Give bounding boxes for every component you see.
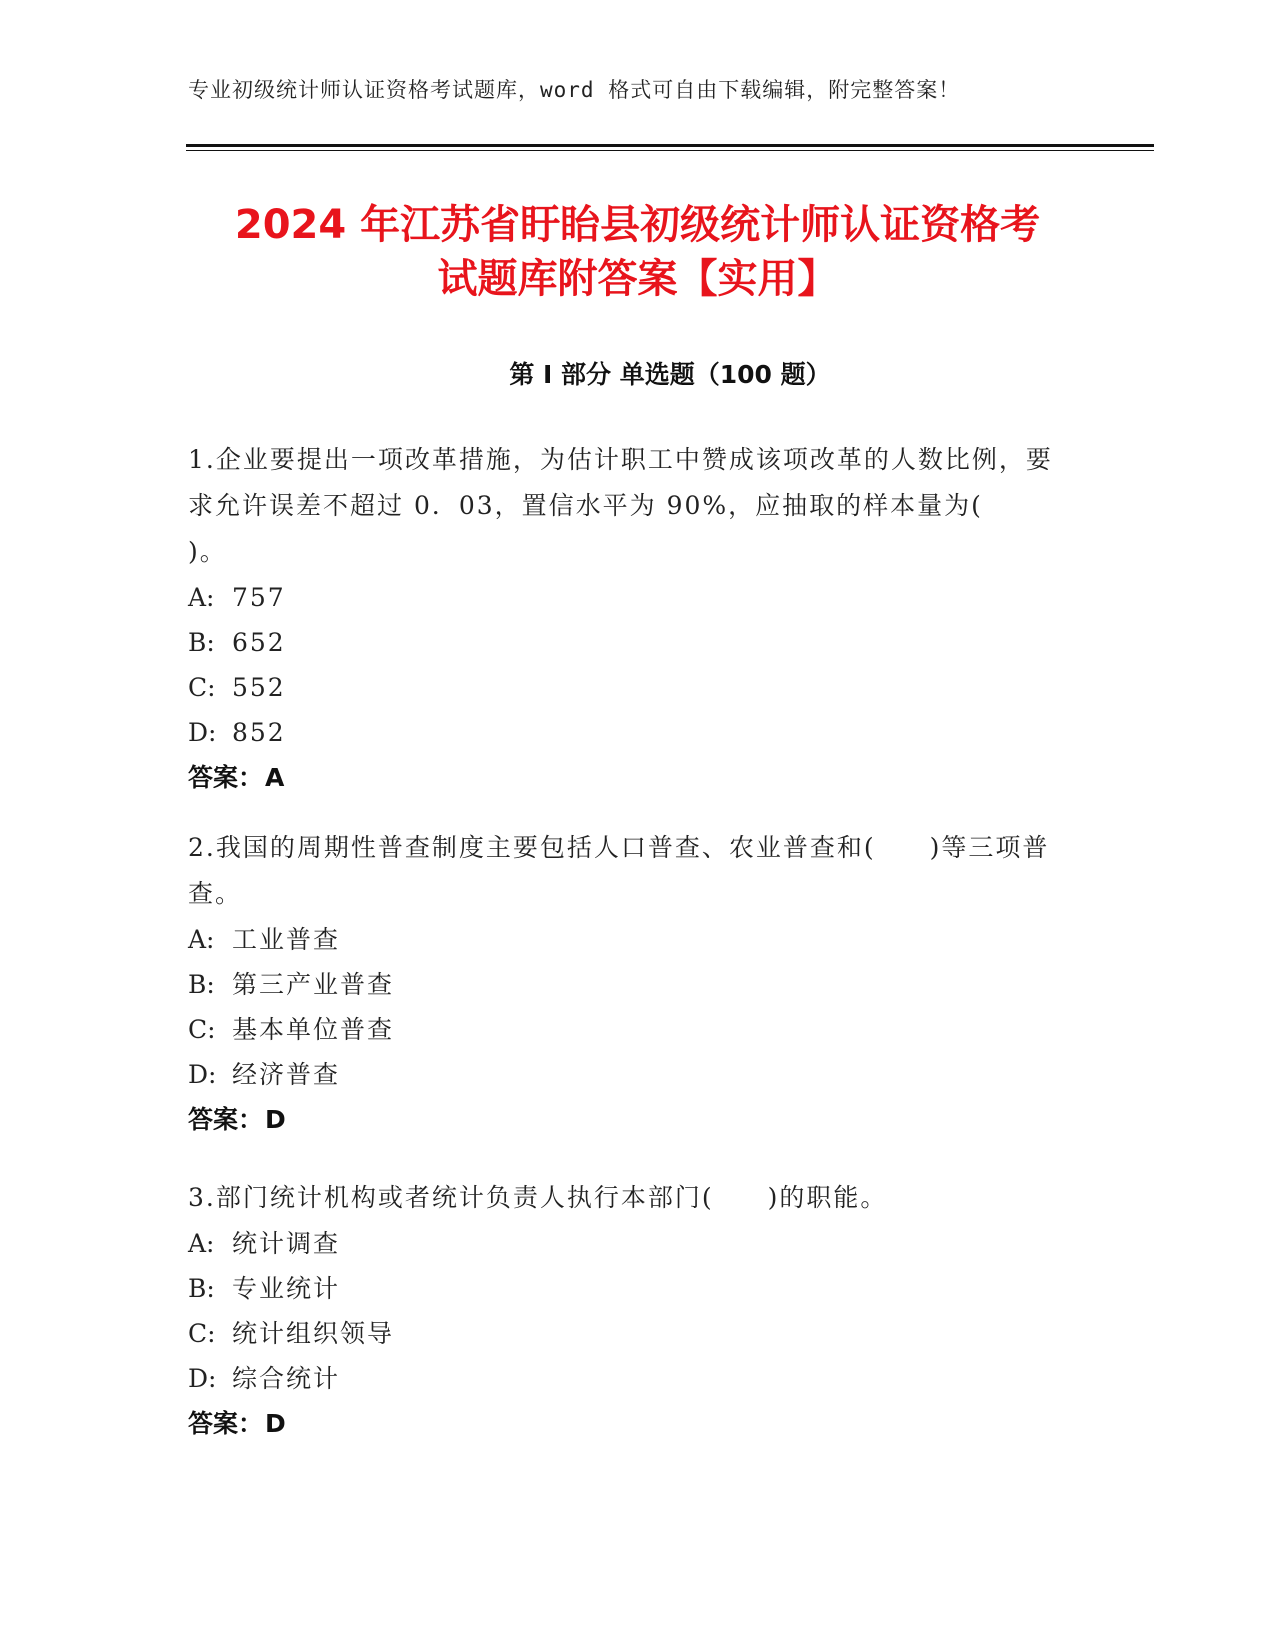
option-text: 统计调查: [232, 1229, 341, 1258]
option-text: 经济普查: [232, 1060, 341, 1089]
option-text: 852: [232, 718, 286, 747]
answer-line: [188, 1401, 1068, 1447]
option-key: A:: [188, 1229, 215, 1258]
header-rule-thin: [186, 150, 1154, 151]
option-text: 基本单位普查: [232, 1015, 395, 1044]
header-note: 专业初级统计师认证资格考试题库，word 格式可自由下载编辑，附完整答案！: [188, 78, 961, 102]
option-text: 第三产业普查: [232, 970, 395, 999]
answer-line: [188, 755, 1068, 801]
option-text: 专业统计: [232, 1274, 341, 1303]
option-c: [188, 1311, 1068, 1356]
header-rule-thick: [186, 144, 1154, 147]
question-stem: 2.我国的周期性普查制度主要包括人口普查、农业普查和( )等三项普查。: [188, 833, 1050, 908]
option-text: 757: [232, 583, 286, 612]
answer-line: [188, 1097, 1068, 1143]
option-text: 统计组织领导: [232, 1319, 395, 1348]
option-key: C:: [188, 673, 216, 702]
option-key: A:: [188, 583, 215, 612]
answer-label: 答案：: [188, 1105, 264, 1134]
question-stem: 3.部门统计机构或者统计负责人执行本部门( )的职能。: [188, 1183, 888, 1212]
option-b: [188, 1266, 1068, 1311]
option-key: C:: [188, 1319, 216, 1348]
option-key: B:: [188, 1274, 215, 1303]
question-stem: 1.企业要提出一项改革措施，为估计职工中赞成该项改革的人数比例，要求允许误差不超过 0．03，置信水平为 90%，应抽取的样本量为( )。: [188, 445, 1053, 566]
answer-value: A: [265, 763, 285, 792]
answer-label: 答案：: [188, 1409, 264, 1438]
question-1: [188, 437, 1068, 801]
option-d: [188, 1052, 1068, 1097]
document-title-line1: 2024 年江苏省盱眙县初级统计师认证资格考: [234, 202, 1041, 248]
option-text: 652: [232, 628, 286, 657]
option-d: [188, 1356, 1068, 1401]
question-3: [188, 1175, 1068, 1447]
document-title-line2: 试题库附答案【实用】: [437, 256, 838, 302]
option-key: A:: [188, 925, 215, 954]
option-key: B:: [188, 628, 215, 657]
option-key: C:: [188, 1015, 216, 1044]
option-d: [188, 710, 1068, 755]
option-c: [188, 1007, 1068, 1052]
answer-value: D: [265, 1409, 286, 1438]
option-b: [188, 620, 1068, 665]
section-heading: 第 I 部分 单选题（100 题）: [509, 360, 831, 389]
answer-value: D: [265, 1105, 286, 1134]
option-a: [188, 575, 1068, 620]
option-key: D:: [188, 1364, 217, 1393]
option-a: [188, 1221, 1068, 1266]
option-key: D:: [188, 1060, 217, 1089]
answer-label: 答案：: [188, 763, 264, 792]
option-text: 552: [232, 673, 286, 702]
option-text: 工业普查: [232, 925, 341, 954]
option-key: D:: [188, 718, 217, 747]
option-text: 综合统计: [232, 1364, 341, 1393]
option-a: [188, 917, 1068, 962]
document-title: [160, 198, 1115, 306]
option-b: [188, 962, 1068, 1007]
question-2: [188, 825, 1068, 1143]
option-c: [188, 665, 1068, 710]
option-key: B:: [188, 970, 215, 999]
